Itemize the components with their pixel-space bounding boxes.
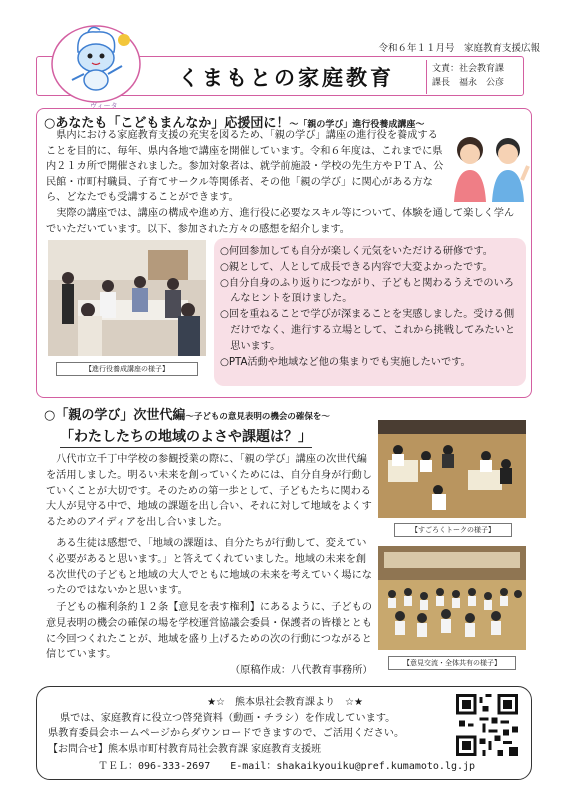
section2-paragraph-2: ある生徒は感想で、「地域の課題は、自分たちが行動して、変えていく必要があると思います。」と答えてくれていました。地域の未来を創る次世代の子どもと地域の大人でともに地域の未来を考えていく場になったのではないかと思います。 bbox=[46, 538, 372, 597]
mascot-illustration bbox=[48, 22, 144, 104]
footer-line-1: 県では、家庭教育に役立つ啓発資料（動画・チラシ）を作成しています。 bbox=[60, 713, 396, 724]
section2-paragraph-1: 八代市立千丁中学校の参観授業の際に、「親の学び」講座の次世代編を活用しました。明るい未来を創っていくためには、自分自身が行動していくことが大切です。そのための第一歩として、子どもたちに関わる大人が見守る中で、地域の課題を出し合い、それに対して地域をよくするためのアイディアを出し合いました。 bbox=[46, 454, 372, 529]
opinion-photo-caption: 【意見交流・全体共有の様子】 bbox=[388, 656, 516, 670]
comment-item: ○何回参加しても自分が楽しく元気をいただける研修です。 bbox=[220, 246, 493, 257]
section2-title bbox=[44, 404, 330, 423]
sugoroku-talk-photo bbox=[378, 420, 526, 518]
qr-code-icon[interactable] bbox=[456, 694, 518, 756]
training-session-photo bbox=[48, 240, 206, 356]
issue-label: 令和６年１１月号 家庭教育支援広報 bbox=[378, 43, 540, 54]
opinion-sharing-photo bbox=[378, 546, 526, 650]
footer-line-2: 県教育委員会ホームページからダウンロードできますので、ご活用ください。 bbox=[48, 728, 405, 739]
section2-subtitle: 「わたしたちの地域のよさや課題は？」 bbox=[60, 426, 312, 448]
footer-phone-email[interactable]: ＴＥＬ：096-333-2697 E-mail：shakaikyouiku@pref.kumamoto.lg.jp bbox=[98, 761, 476, 772]
training-photo-caption: 【進行役養成講座の様子】 bbox=[56, 362, 198, 376]
comment-item: ○回を重ねることで学びが深まることを実感しました。受ける側だけでなく、進行する立場として、これから挑戦してみたいと思います。 bbox=[220, 309, 516, 352]
comments-list bbox=[220, 244, 520, 370]
sugoroku-photo-caption: 【すごろくトークの様子】 bbox=[394, 523, 512, 537]
section2-title-sub: ～子どもの意見表明の機会の確保を～ bbox=[185, 412, 330, 422]
section1-title-main: ○あなたも「こどもまんなか」応援団に！ bbox=[44, 116, 290, 131]
office-line-2: 課長 福永 公彦 bbox=[432, 78, 505, 88]
office-divider bbox=[426, 60, 427, 94]
newsletter-title: くまもとの家庭教育 bbox=[178, 66, 394, 90]
office-info bbox=[432, 62, 524, 90]
comment-item: ○PTA活動や地域など他の集まりでも実施したいです。 bbox=[220, 356, 471, 368]
footer-contact: 【お問合せ】熊本県市町村教育局社会教育課 家庭教育支援班 bbox=[48, 744, 322, 755]
section1-paragraph-1: 県内における家庭教育支援の充実を図るため、「親の学び」講座の進行役を養成することを目的に、毎年、県内各地で講座を開催しています。令和６年度は、これまでに県内２１カ所で開催されました。参加対象者は、就学前施設・学校の先生方やＰＴＡ、公民館・市町村職員、子育てサークル等関係者、その他「親の学び」に関心がある方なら、どなたでも受講することができます。 bbox=[46, 130, 444, 204]
parents-illustration bbox=[448, 130, 530, 204]
office-line-1: 文責：社会教育課 bbox=[432, 64, 505, 74]
comment-item: ○親として、人として成長できる内容で大変よかったです。 bbox=[220, 261, 493, 273]
footer-heading: ★☆ 熊本県社会教育課より ☆★ bbox=[207, 697, 363, 708]
participant-comments-box bbox=[214, 238, 526, 386]
section1-paragraph-2: 実際の講座では、講座の構成や進め方、進行役に必要なスキル等について、体験を通して楽しく学んでいただいています。以下、参加された方々の感想を紹介します。 bbox=[46, 208, 515, 235]
section1-title-sub: ～「親の学び」進行役養成講座～ bbox=[289, 120, 425, 130]
section2-author: （原稿作成：八代教育事務所） bbox=[230, 665, 373, 676]
section2-paragraph-3: 子どもの権利条約１２条【意見を表す権利】にあるように、子どもの意見表明の機会の確保の場を学校運営協議会委員・保護者の皆様とともに今回つくれたことが、地域を盛り上げるための次の行動につながると信じています。 bbox=[46, 602, 372, 661]
comment-item: ○自分自身のふり返りにつながり、子どもと関わるうえでのいろんなヒントを頂けました。 bbox=[220, 277, 514, 305]
mascot-name: ヴィータ bbox=[90, 102, 118, 110]
section2-title-main: ○「親の学び」次世代編 bbox=[44, 408, 186, 423]
